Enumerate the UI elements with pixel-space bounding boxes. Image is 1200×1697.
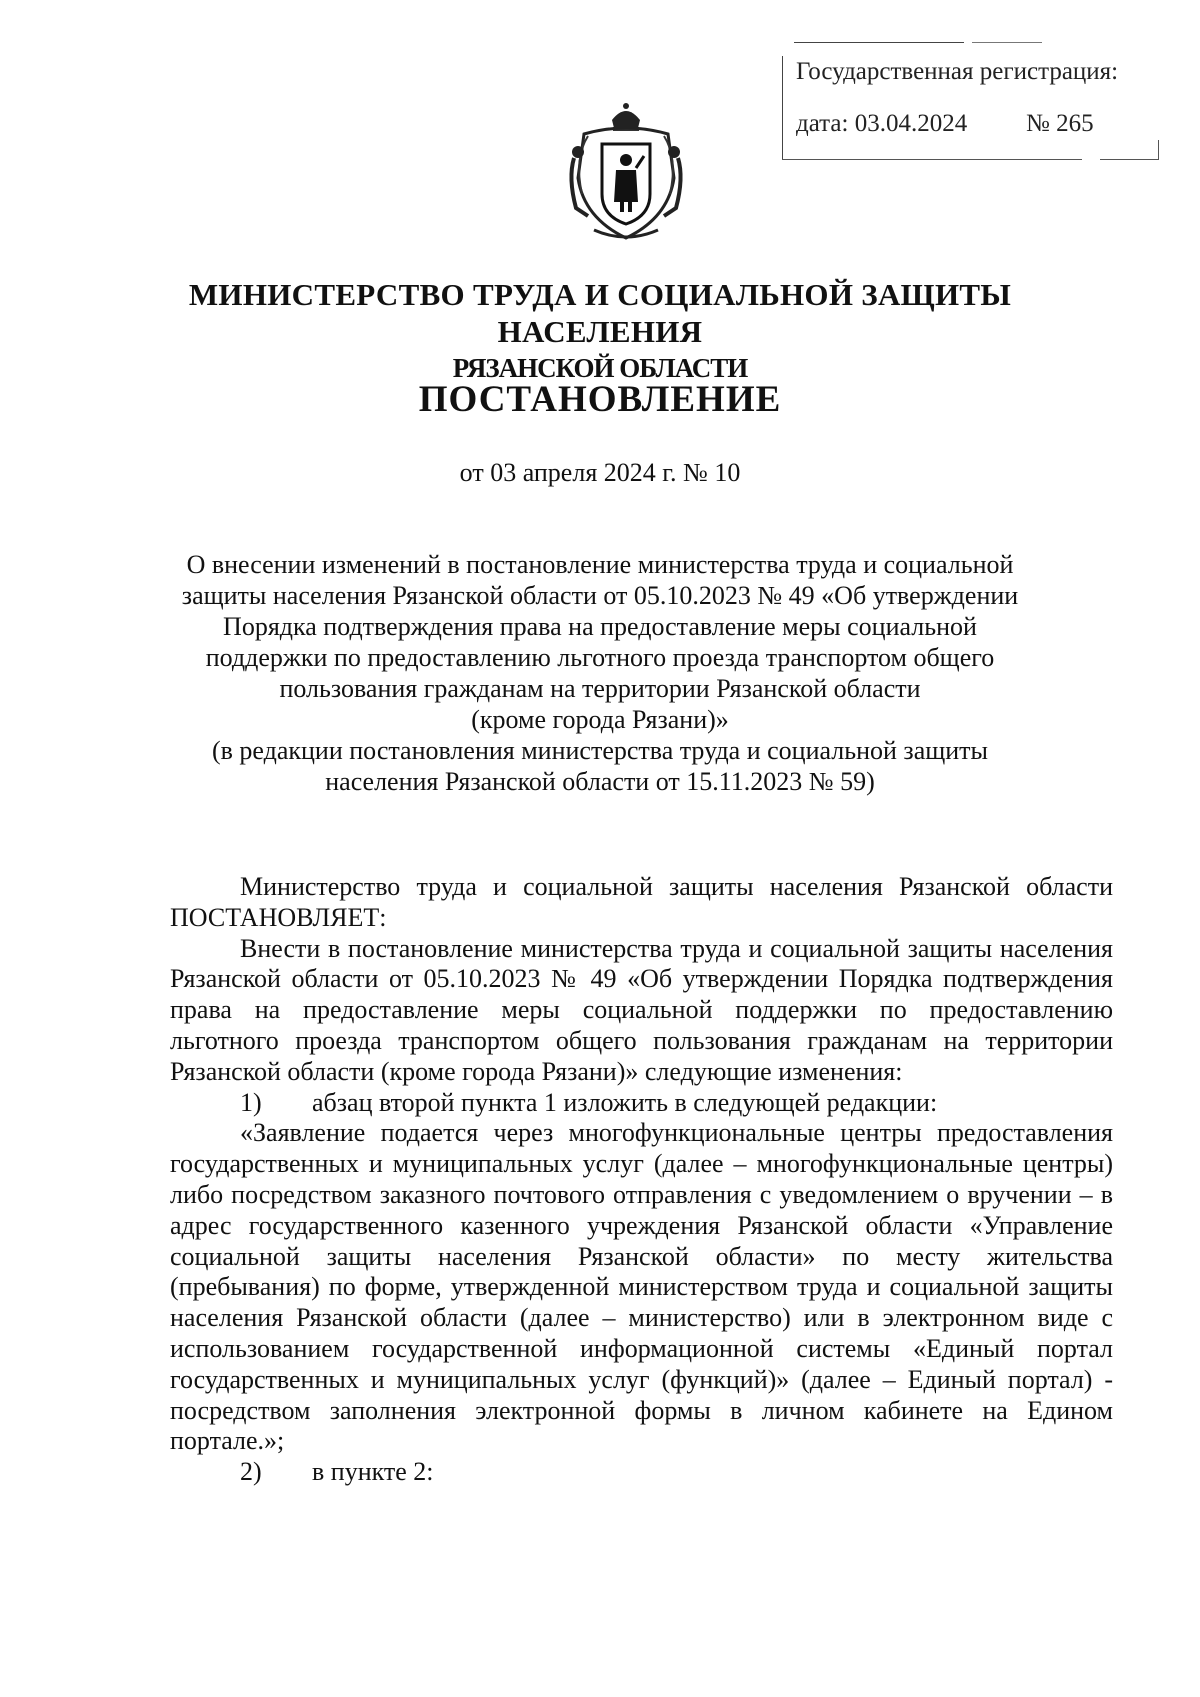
registration-date: дата: 03.04.2024 xyxy=(796,110,968,137)
ministry-name xyxy=(150,276,1050,387)
body-paragraph: Министерство труда и социальной защиты населения Рязанской области ПОСТАНОВЛЯЕТ: xyxy=(170,872,1113,932)
document-body xyxy=(170,872,1113,1488)
stamp-border xyxy=(782,56,783,160)
stamp-border xyxy=(972,42,1042,43)
list-item-number: 1) xyxy=(240,1087,262,1117)
list-item xyxy=(170,1457,1113,1488)
ryazan-coat-of-arms-icon xyxy=(564,98,688,246)
list-item-text: в пункте 2: xyxy=(312,1457,434,1487)
ministry-name-line2: РЯЗАНСКОЙ ОБЛАСТИ xyxy=(452,353,748,383)
registration-label: Государственная регистрация: xyxy=(796,58,1119,85)
subject-line: населения Рязанской области от 15.11.2023 № 59) xyxy=(325,767,875,796)
ministry-name-line1: МИНИСТЕРСТВО ТРУДА И СОЦИАЛЬНОЙ ЗАЩИТЫ НАСЕЛЕНИЯ xyxy=(188,277,1012,349)
subject-line: О внесении изменений в постановление министерства труда и социальной xyxy=(186,550,1014,579)
stamp-border xyxy=(782,159,1082,160)
stamp-border xyxy=(1100,159,1158,160)
list-item-number: 2) xyxy=(240,1457,262,1487)
body-paragraph: Внести в постановление министерства труда и социальной защиты населения Рязанской области от 05.10.2023 № 49 «Об утверждении Порядка подтверждения права на предоставление меры социальной поддержки по предоставлению льготного проезда транспортом общего пользования гражданам на территории Рязанской области (кроме города Рязани)» следующие изменения: xyxy=(170,933,1113,1086)
body-paragraph: «Заявление подается через многофункциональные центры предоставления государственных и муниципальных услуг (далее – многофункциональные центры) либо посредством заказного почтового отправления с уведомлением о вручении – в адрес государственного казенного учреждения Рязанской области «Управление социальной защиты населения Рязанской области» по месту жительства (пребывания) по форме, утвержденной министерством труда и социальной защиты населения Рязанской области (далее – министерство) или в электронном виде с использованием государственной информационной системы «Единый портал государственных и муниципальных услуг (функций)» (далее – Единый портал) - посредством заполнения электронной формы в личном кабинете на Едином портале.»; xyxy=(170,1118,1113,1456)
registration-stamp xyxy=(782,42,1160,160)
subject-line: поддержки по предоставлению льготного проезда транспортом общего xyxy=(205,643,995,672)
stamp-border xyxy=(794,42,964,43)
document-subject xyxy=(150,549,1050,797)
list-item-text: абзац второй пункта 1 изложить в следующей редакции: xyxy=(312,1087,938,1117)
registration-number: № 265 xyxy=(1026,110,1094,137)
subject-line: защиты населения Рязанской области от 05.10.2023 № 49 «Об утверждении xyxy=(181,581,1019,610)
subject-line: пользования гражданам на территории Рязанской области xyxy=(279,674,921,703)
list-item xyxy=(170,1088,1113,1119)
subject-line: (кроме города Рязани)» xyxy=(471,705,729,734)
document-type: ПОСТАНОВЛЕНИЕ xyxy=(418,379,782,420)
subject-line: Порядка подтверждения права на предоставление меры социальной xyxy=(223,612,977,641)
stamp-border xyxy=(1158,140,1159,160)
subject-line: (в редакции постановления министерства труда и социальной защиты xyxy=(211,736,988,765)
document-date: от 03 апреля 2024 г. № 10 xyxy=(459,458,741,487)
